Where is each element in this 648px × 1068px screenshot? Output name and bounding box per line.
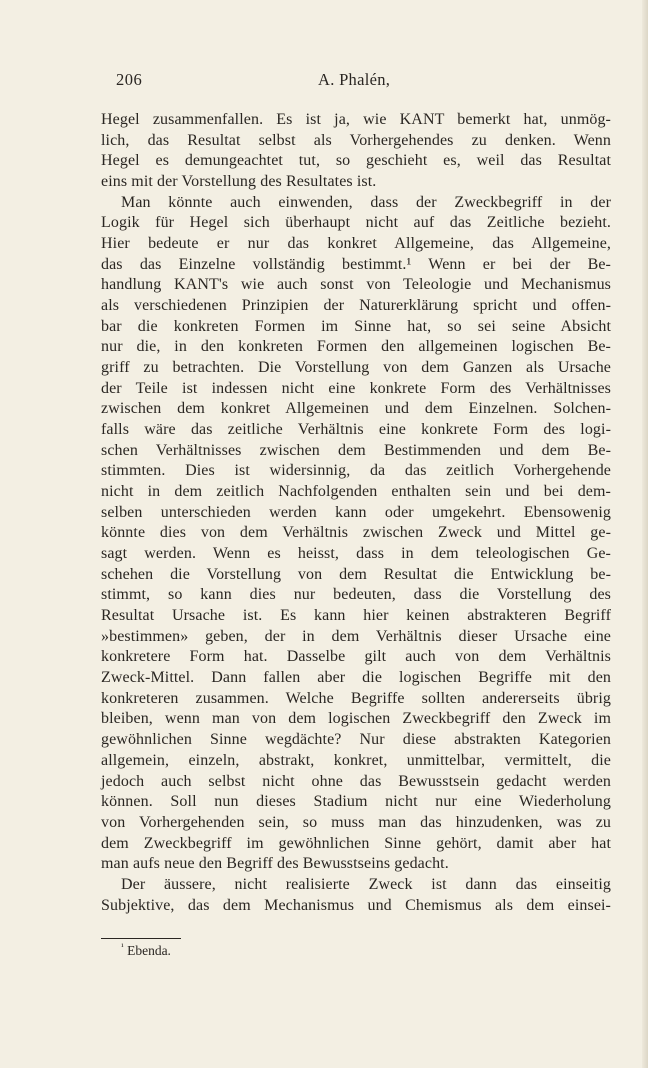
text-line: Der äussere, nicht realisierte Zweck ist dann das einseitig (121, 875, 611, 893)
text-line: das das Einzelne vollständig bestimmt.¹ Wenn er bei der Be- (101, 255, 611, 273)
text-line: Zweck-Mittel. Dann fallen aber die logischen Begriffe mit den (101, 669, 611, 687)
text-line: schen Verhältnisses zwischen dem Bestimmenden und dem Be- (101, 441, 611, 459)
text-line: bleiben, wenn man von dem logischen Zweckbegriff den Zweck im (101, 710, 611, 728)
text-line: Hegel zusammenfallen. Es ist ja, wie KANT bemerkt hat, unmög- (101, 111, 611, 128)
text-line: konkretere Form hat. Dasselbe gilt auch von dem Verhältnis (101, 648, 611, 666)
running-head-author: A. Phalén, (318, 70, 391, 89)
text-line: Man könnte auch einwenden, dass der Zweckbegriff in der (121, 193, 611, 211)
text-line: von Vorhergehenden sein, so muss man das hinzudenken, was zu (101, 813, 611, 831)
text-line: dem Zweckbegriff im gewöhnlichen Sinne gehört, damit aber hat (101, 834, 611, 852)
text-line: Logik für Hegel sich überhaupt nicht auf das Zeitliche bezieht. (101, 214, 611, 232)
text-line: Hegel es demungeachtet tut, so geschieht es, weil das Resultat (101, 152, 611, 170)
text-line: gewöhnlichen Sinne wegdächte? Nur diese abstrakten Kategorien (101, 731, 611, 749)
footnote-text: Ebenda. (127, 943, 171, 958)
text-line: zwischen dem konkret Allgemeinen und dem Einzelnen. Solchen- (101, 400, 611, 418)
text-line: handlung KANT's wie auch sonst von Teleologie und Mechanismus (101, 276, 611, 294)
text-line: schehen die Vorstellung von dem Resultat die Entwicklung be- (101, 565, 611, 583)
footnote-marker: ¹ (121, 941, 124, 952)
body-text (101, 110, 611, 916)
text-line: allgemein, einzeln, abstrakt, konkret, unmittelbar, vermittelt, die (101, 751, 611, 769)
text-line: Hier bedeute er nur das konkret Allgemeine, das Allgemeine, (101, 235, 611, 253)
text-line: griff zu betrachten. Die Vorstellung von dem Ganzen als Ursache (101, 359, 611, 377)
text-line: eins mit der Vorstellung des Resultates ist. (101, 173, 377, 191)
text-line: falls wäre das zeitliche Verhältnis eine konkrete Form des logi- (101, 421, 611, 439)
text-line: man aufs neue den Begriff des Bewusstseins gedacht. (101, 855, 449, 873)
text-line: nur die, in den konkreten Formen den allgemeinen logischen Be- (101, 338, 611, 356)
text-line: nicht in dem zeitlich Nachfolgenden enthalten sein und bei dem- (101, 483, 611, 501)
text-line: können. Soll nun dieses Stadium nicht nur eine Wiederholung (101, 793, 611, 811)
text-line: sagt werden. Wenn es heisst, dass in dem teleologischen Ge- (101, 545, 611, 563)
text-line: Resultat Ursache ist. Es kann hier keinen abstrakteren Begriff (101, 607, 611, 625)
text-line: als verschiedenen Prinzipien der Naturerklärung spricht und offen- (101, 297, 611, 315)
page-edge (642, 0, 648, 1068)
text-line: Subjektive, das dem Mechanismus und Chemismus als dem einsei- (101, 896, 611, 914)
text-line: lich, das Resultat selbst als Vorhergehendes zu denken. Wenn (101, 131, 611, 149)
page-number: 206 (116, 70, 143, 89)
text-line: der Teile ist indessen nicht eine konkrete Form des Verhältnisses (101, 379, 611, 397)
running-head (116, 70, 614, 96)
text-line: könnte dies von dem Verhältnis zwischen Zweck und Mittel ge- (101, 524, 611, 542)
text-line: »bestimmen» geben, der in dem Verhältnis dieser Ursache eine (101, 627, 611, 645)
text-line: stimmt, so kann dies nur bedeuten, dass die Vorstellung des (101, 586, 611, 604)
text-line: jedoch auch selbst nicht ohne das Bewusstsein gedacht werden (101, 772, 611, 790)
footnote-rule (101, 938, 181, 939)
text-line: konkreteren zusammen. Welche Begriffe sollten andererseits übrig (101, 689, 611, 707)
text-line: selben unterschieden werden kann oder umgekehrt. Ebensowenig (101, 503, 611, 521)
text-line: bar die konkreten Formen im Sinne hat, so sei seine Absicht (101, 317, 611, 335)
footnote (121, 941, 171, 961)
text-line: stimmten. Dies ist widersinnig, da das zeitlich Vorhergehende (101, 462, 611, 480)
